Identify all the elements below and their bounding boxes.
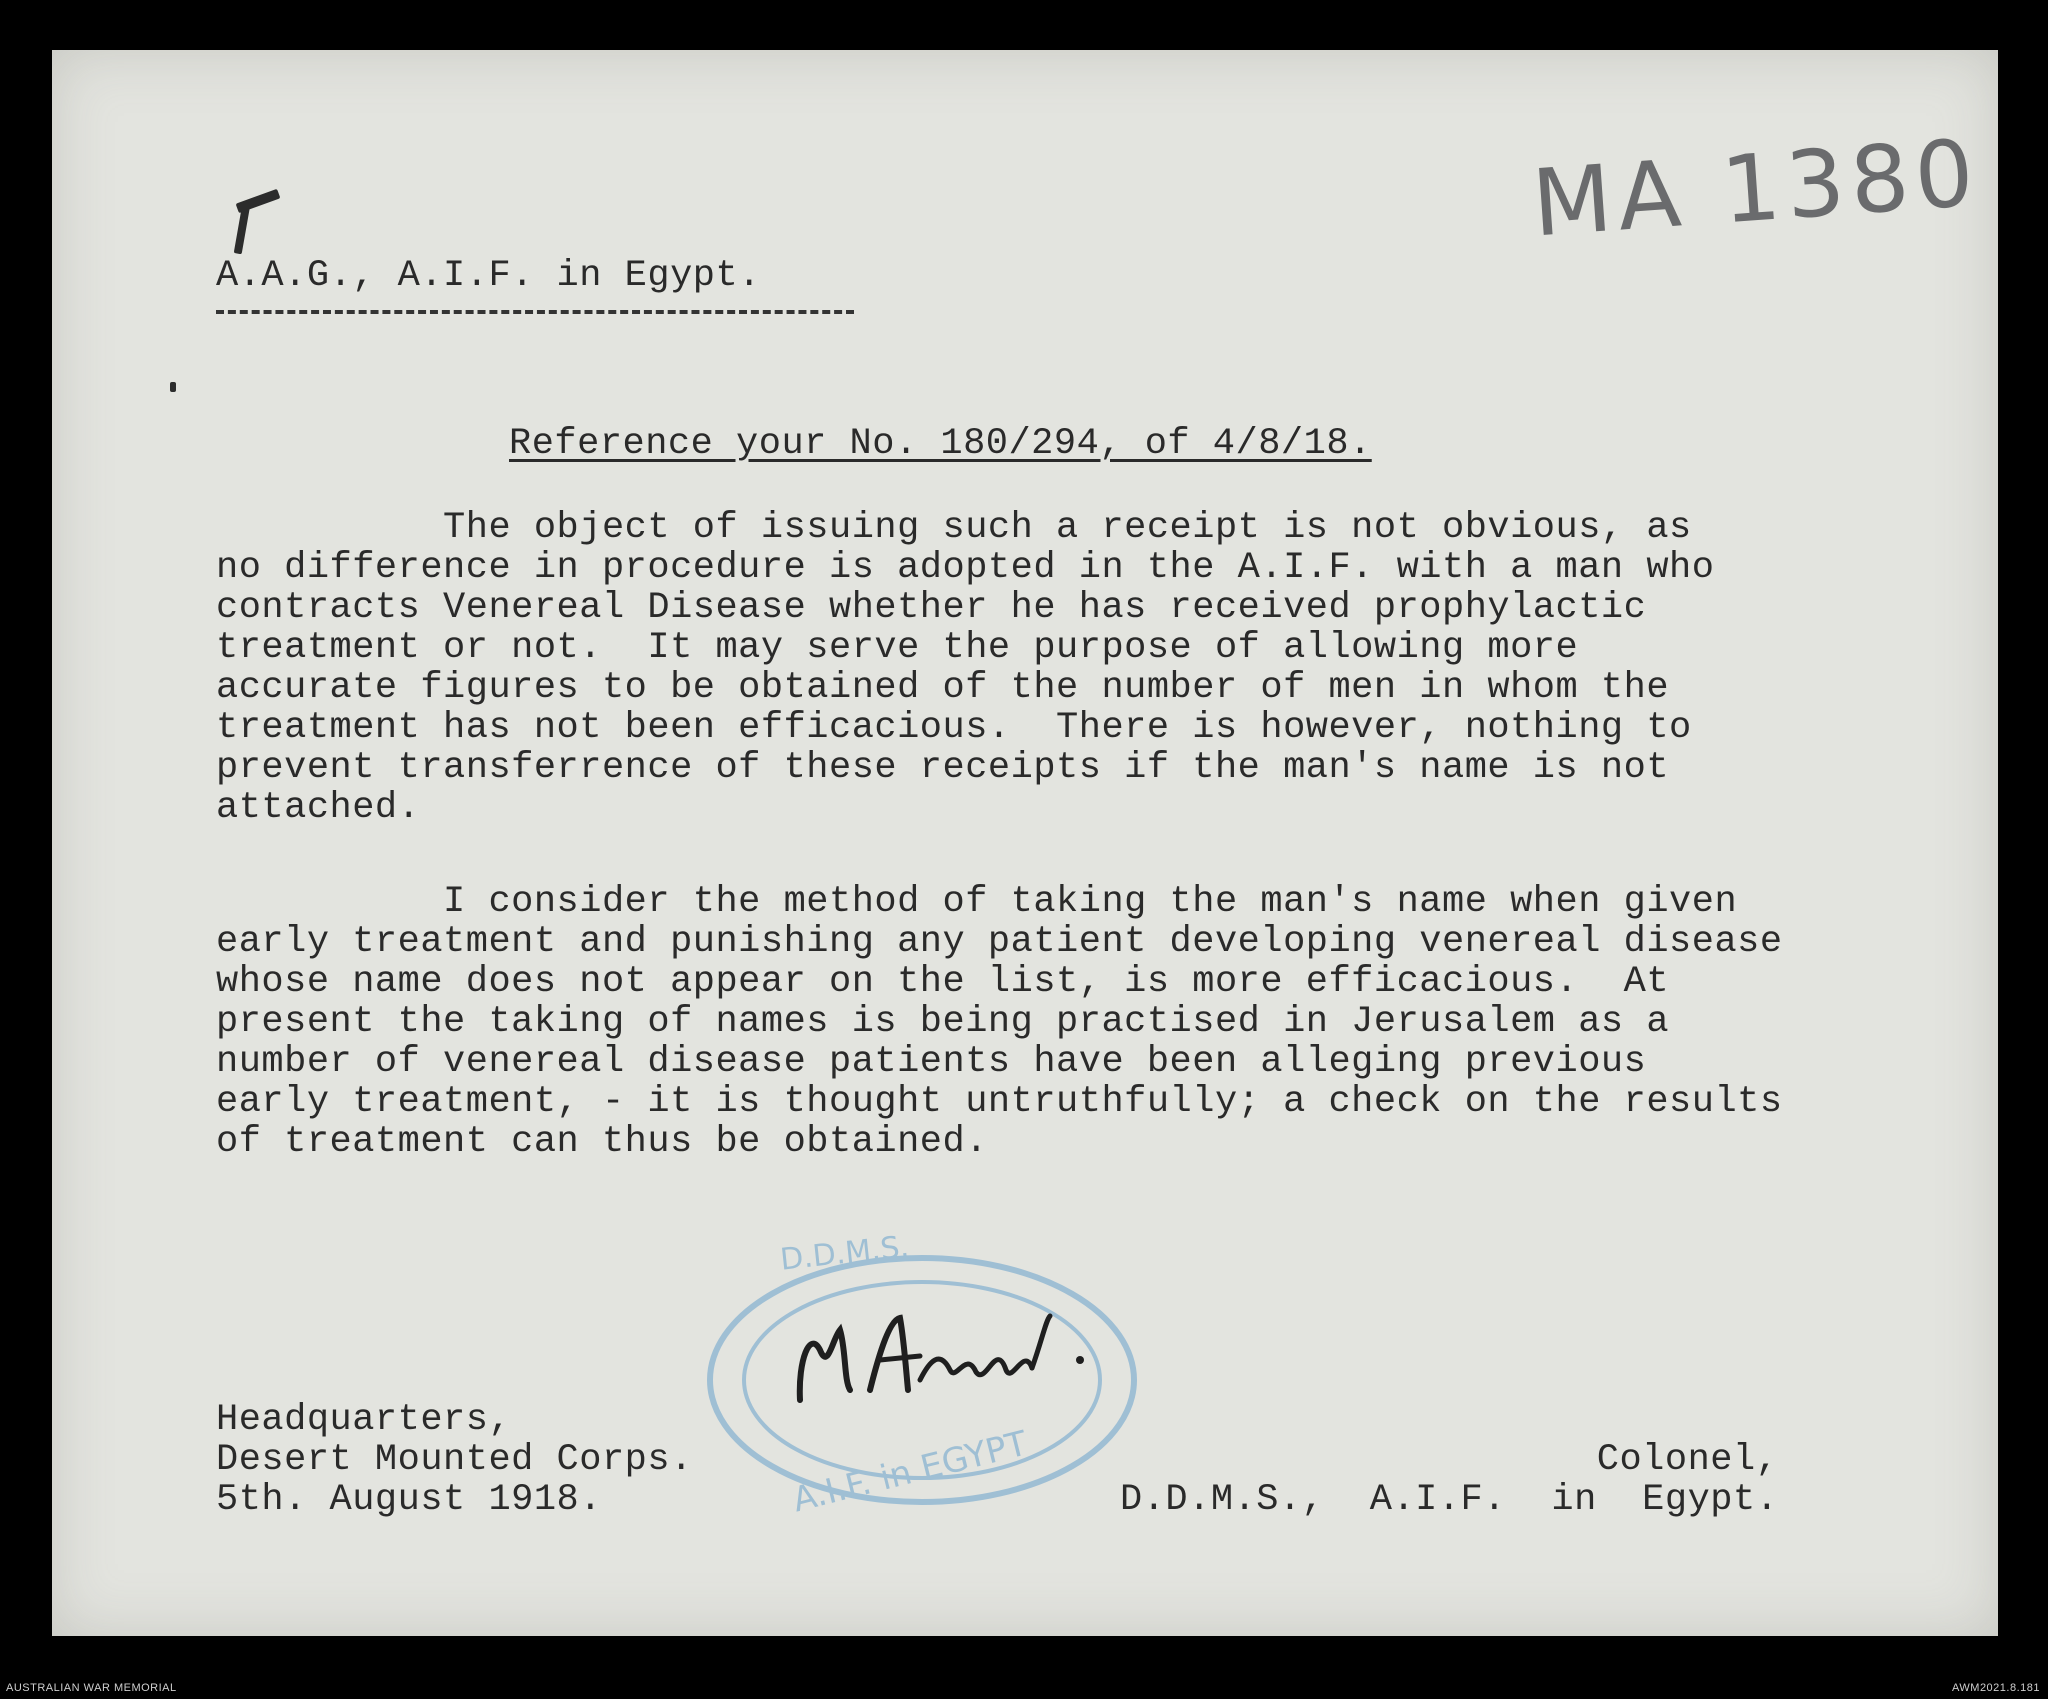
body-paragraph-2: I consider the method of taking the man's name when given early treatment and punishing any patient developing venereal disease whose name does not appear on the list, is more efficacious. At present the taking of names is being practised in Jerusalem as a number of venereal disease patients have been alleging previous early treatment, - it is thought untruthfully; a check on the results of treatment can thus be obtained. bbox=[216, 881, 1783, 1163]
handwritten-reference: MA 1380 bbox=[1528, 119, 1983, 258]
stamp-top-text: D.D.M.S. bbox=[778, 1229, 911, 1278]
addressee-line: A.A.G., A.I.F. in Egypt. bbox=[216, 255, 761, 297]
archive-credit: AUSTRALIAN WAR MEMORIAL bbox=[6, 1682, 177, 1694]
tear-mark bbox=[170, 382, 176, 392]
body-paragraph-1: The object of issuing such a receipt is not obvious, as no difference in procedure is adopted in the A.I.F. with a man who contracts Venereal Disease whether he has received prophylactic treatment or not. It may serve the purpose of allowing more accurate figures to be obtained of the number of men in whom the treatment has not been efficacious. There is however, nothing to prevent transferrence of these receipts if the man's name is not attached. bbox=[216, 507, 1715, 829]
sender-block: Headquarters, Desert Mounted Corps. 5th. August 1918. bbox=[216, 1399, 693, 1521]
archive-id: AWM2021.8.181 bbox=[1951, 1682, 2040, 1694]
handwritten-signature bbox=[780, 1290, 1120, 1430]
signoff-block: Colonel, D.D.M.S., A.I.F. in Egypt. bbox=[1120, 1439, 1779, 1521]
stamp-bottom-text: A.I.F. in EGYPT bbox=[788, 1423, 1032, 1521]
addressee-underline bbox=[216, 310, 854, 314]
reference-heading: Reference your No. 180/294, of 4/8/18. bbox=[509, 423, 1372, 465]
